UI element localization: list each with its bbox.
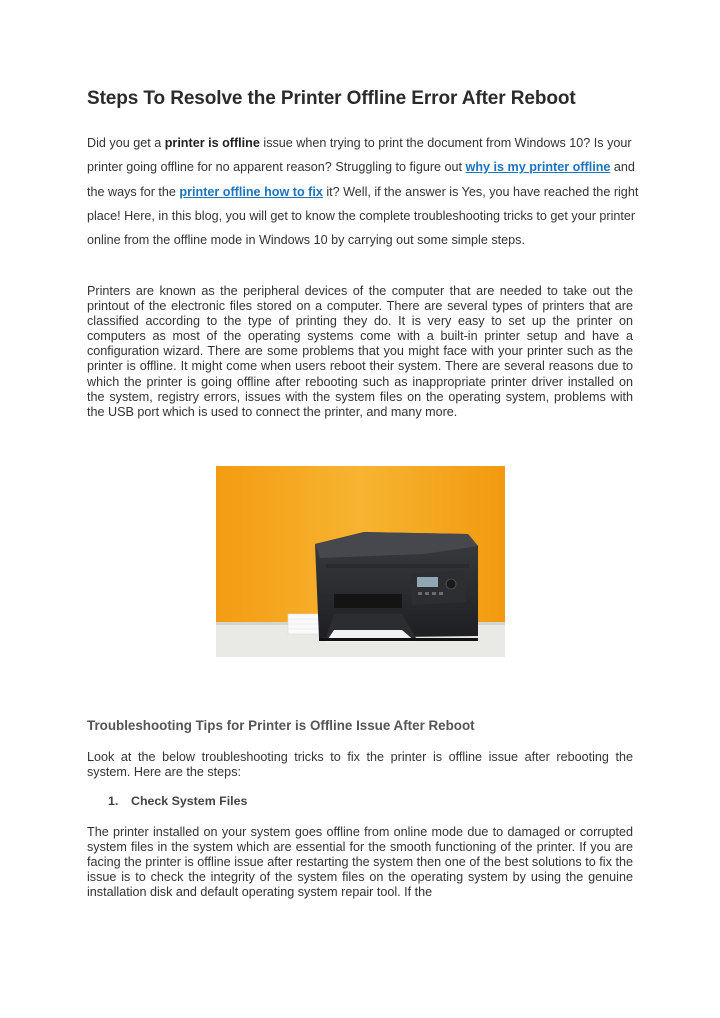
- intro-text-1: Did you get a: [87, 136, 165, 150]
- printer-offline-how-to-fix-link[interactable]: printer offline how to fix: [179, 184, 323, 199]
- section-heading: Troubleshooting Tips for Printer is Offline Issue After Reboot: [87, 718, 475, 733]
- step-number: 1.: [108, 794, 119, 808]
- intro-text-2: issue when trying to print the document from Windows 10? Is your printer going offline for no apparent reason? Struggling to figure out: [87, 136, 632, 175]
- printers-paragraph: Printers are known as the peripheral devices of the computer that are needed to take out the printout of the electronic files stored on a computer. There are several types of printers that are classified according to the type of printing they do. It is very easy to set up the printer on computers as most of the operating systems come with a built-in printer setup and have a configuration wizard. There are some problems that you might face with your printer such as the printer is offline. It might come when users reboot their system. There are several reasons due to which the printer is going offline after rebooting such as inappropriate printer driver installed on the system, registry errors, issues with the system files on the operating system, problems with the USB port which is used to connect the printer, and many more.: [87, 284, 633, 419]
- intro-bold-phrase: printer is offline: [164, 136, 260, 150]
- intro-text-3: and the ways for the: [87, 160, 635, 199]
- step-1-heading: [108, 794, 247, 808]
- intro-paragraph: [87, 131, 647, 252]
- step-label: Check System Files: [131, 794, 248, 808]
- printer-image: [216, 466, 505, 657]
- why-is-my-printer-offline-link[interactable]: why is my printer offline: [465, 160, 611, 175]
- steps-intro-paragraph: Look at the below troubleshooting tricks to fix the printer is offline issue after rebooting the system. Here are the steps:: [87, 750, 633, 780]
- check-system-files-paragraph: The printer installed on your system goes offline from online mode due to damaged or corrupted system files in the system which are essential for the smooth functioning of the printer. If you are facing the printer is offline issue after restarting the system then one of the best solutions to fix the issue is to check the integrity of the system files on the operating system by using the genuine installation disk and default operating system repair tool. If the: [87, 825, 633, 900]
- page-title: Steps To Resolve the Printer Offline Error After Reboot: [87, 88, 576, 109]
- intro-text-4: it? Well, if the answer is Yes, you have reached the right place! Here, in this blog, you will get to know the complete troubleshooting tricks to get your printer online from the offline mode in Windows 10 by carrying out some simple steps.: [87, 184, 639, 248]
